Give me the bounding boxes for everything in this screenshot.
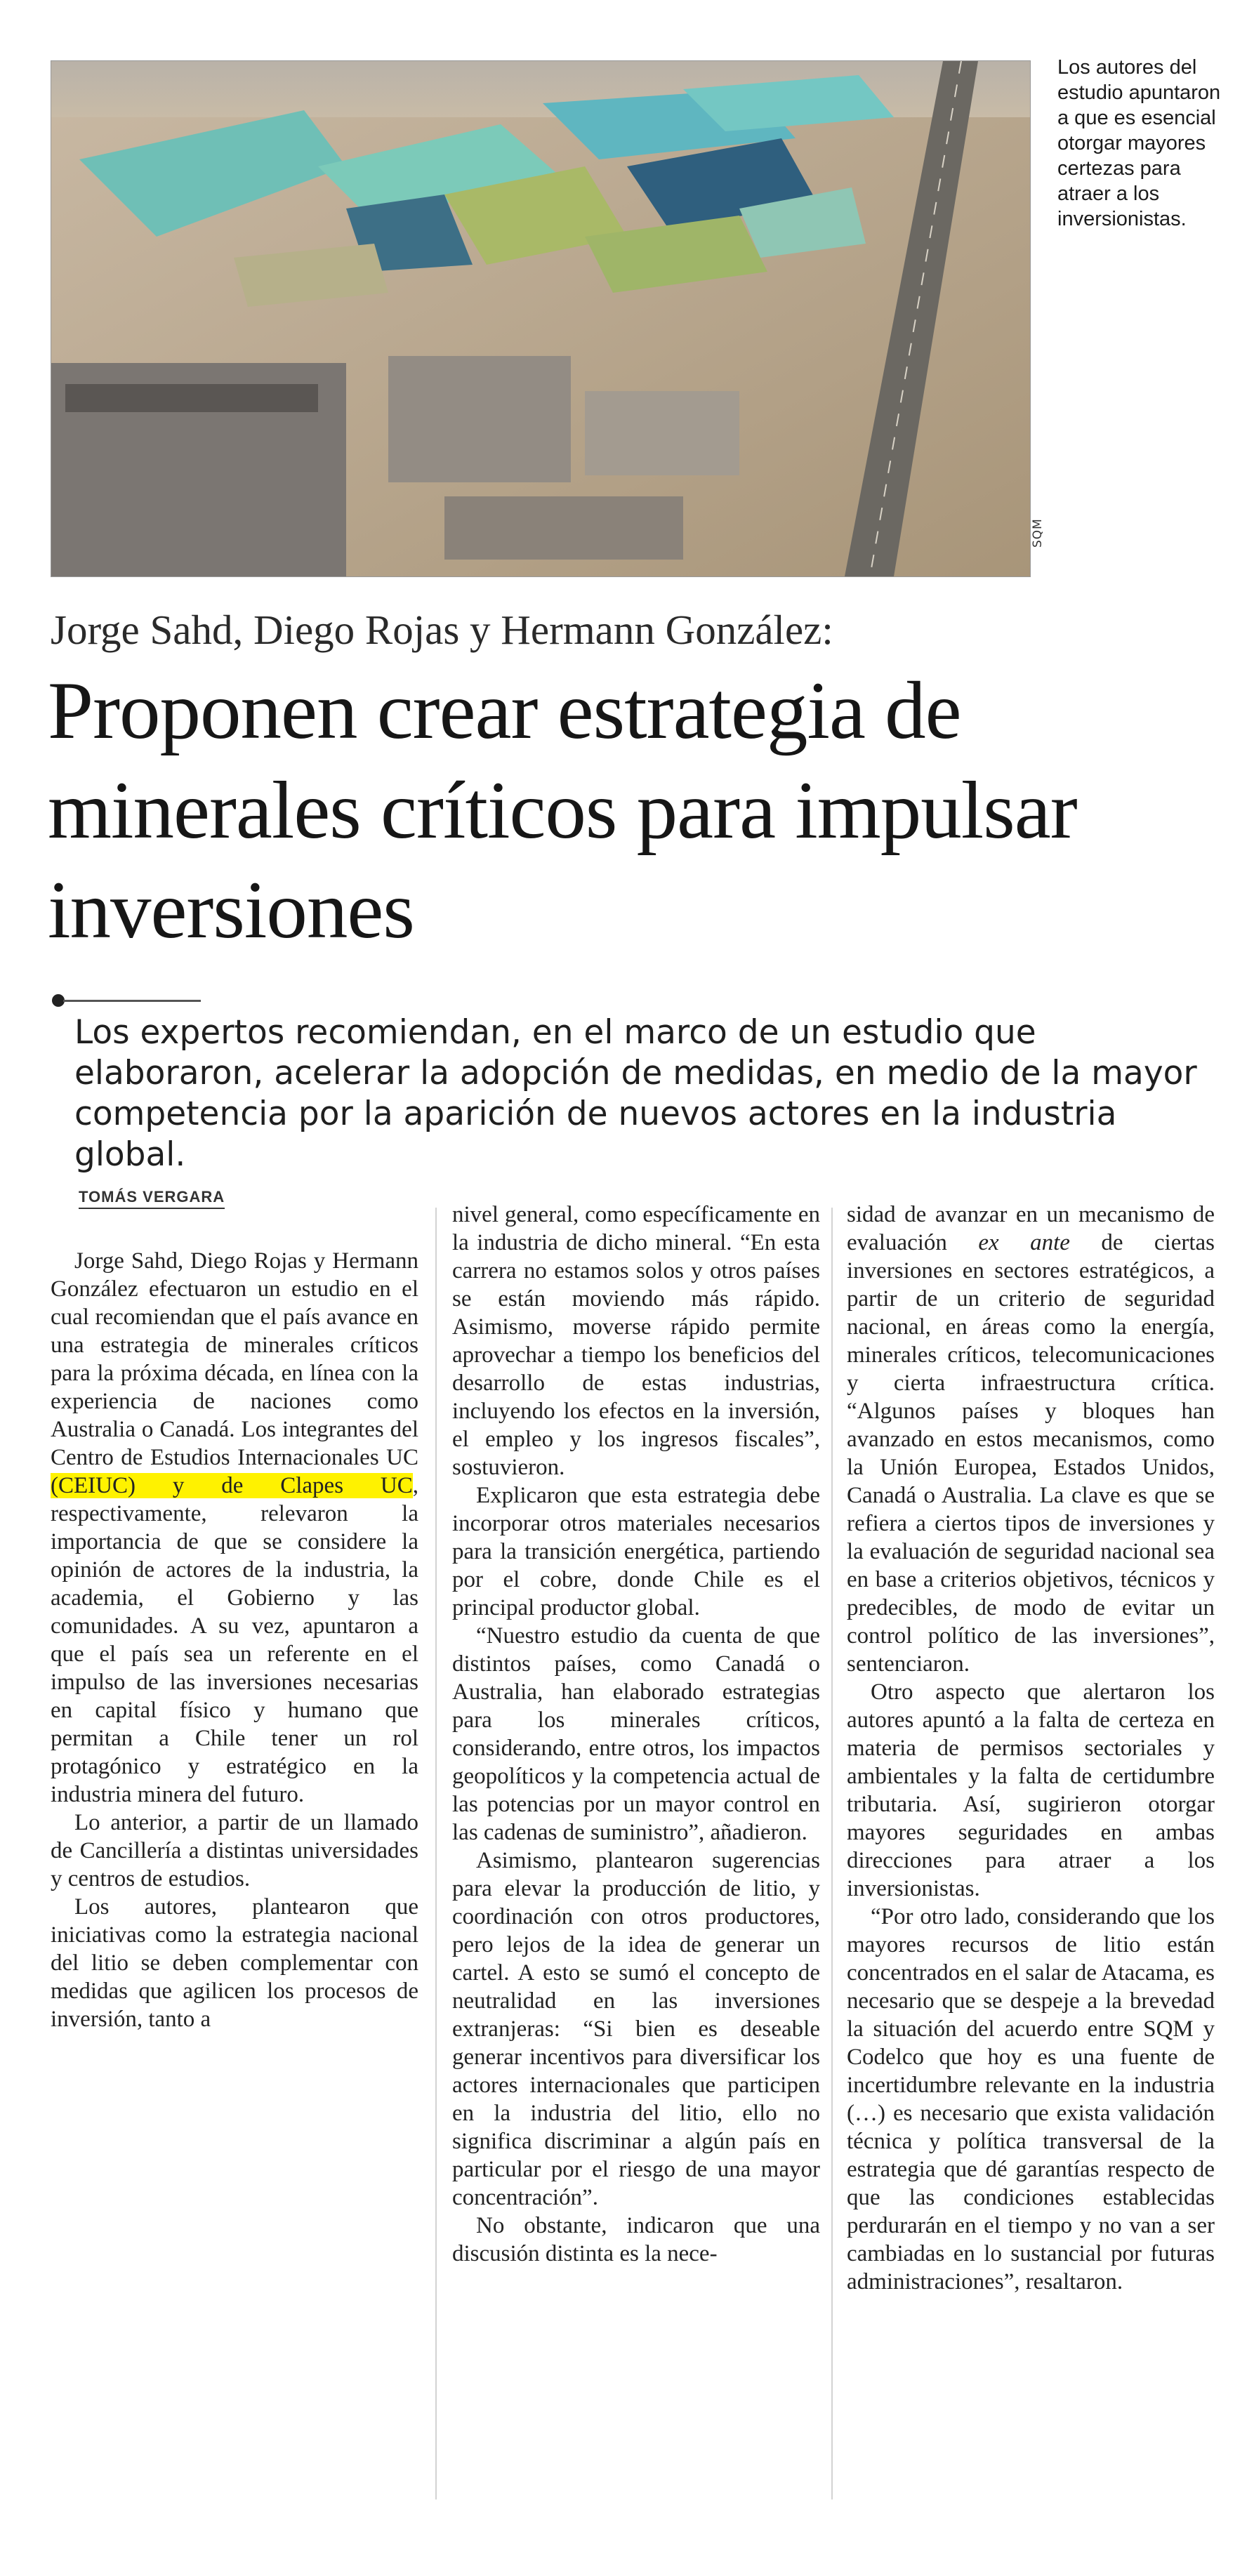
paragraph: Explicaron que esta estrategia debe incorporar otros materiales necesarios para la transición energética, partiendo por el cobre, donde Chile es el principal productor global. [452,1483,820,1620]
paragraph: Los autores, plantearon que iniciativas como la estrategia nacional del litio se deben complementar con medidas que agilicen los procesos de inversión, tanto a [51,1894,418,2032]
article-headline: Proponen crear estrategia de minerales críticos para impulsar inversiones [48,666,1077,956]
article-column-3 [847,1201,1215,2296]
paragraph: No obstante, indicaron que una discusión distinta es la nece- [452,2213,820,2266]
paragraph: “Nuestro estudio da cuenta de que distintos países, como Canadá o Australia, han elaborado estrategias para los minerales críticos, considerando, entre otros, los impactos geopolíticos y la competencia actual de las potencias por un mayor control en las cadenas de suministro”, añadieron. [452,1623,820,1845]
paragraph: Asimismo, plantearon sugerencias para elevar la producción de litio, y coordinación con otros productores, pero lejos de la idea de generar un cartel. A esto se sumó el concepto de neutralidad en las inversiones extranjeras: “Si bien es deseable generar incentivos para diversificar los actores internacionales que participen en la industria del litio, ello no significa discriminar a algún país en particular por el riesgo de una mayor concentración”. [452,1848,820,2210]
paragraph: Jorge Sahd, Diego Rojas y Hermann González efectuaron un estudio en el cual recomiendan que el país avance en una estrategia de minerales críticos para la próxima década, en línea con la experiencia de naciones como Australia o Canadá. Los integrantes del Centro de Estudios Internacionales UC (CEIUC) y de Clapes UC, respectivamente, relevaron la importancia de que se considere la opinión de actores de la industria, la academia, el Gobierno y las comunidades. A su vez, apuntaron a que el país sea un referente en el impulso de las inversiones necesarias en capital físico y humano que permitan a Chile tener un rol protagónico y estratégico en la industria minera del futuro. [51,1248,418,1807]
evaporation-ponds-photo [51,61,1030,576]
article-column-2 [452,1201,820,2268]
paragraph: Lo anterior, a partir de un llamado de Cancillería a distintas universidades y centros de estudios. [51,1810,418,1891]
column-divider [831,1208,833,2499]
paragraph: “Por otro lado, considerando que los mayores recursos de litio están concentrados en el salar de Atacama, es necesario que se despeje a la brevedad la situación del acuerdo entre SQM y Codelco que hoy es una fuente de incertidumbre relevante en la industria (…) es necesario que exista validación técnica y política transversal de la estrategia que dé garantías respecto de que las condiciones establecidas perdurarán en el tiempo y no van a ser cambiadas en lo sustancial por futuras administraciones”, resaltaron. [847,1904,1215,2294]
article-lead: Los expertos recomiendan, en el marco de un estudio que elaboraron, acelerar la adopción de medidas, en medio de la mayor competencia por la aparición de nuevos actores en la industria global. [74,1013,1197,1174]
lead-rule [63,1000,201,1002]
paragraph: nivel general, como específicamente en la industria de dicho mineral. “En esta carrera no estamos solos y otros países se están moviendo más rápido. Asimismo, moverse rápido permite aprovechar a tiempo los beneficios del desarrollo de estas industrias, incluyendo los efectos en la inversión, el empleo y los ingresos fiscales”, sostuvieron. [452,1202,820,1480]
column-divider [435,1208,437,2499]
photo-credit: SQM [1031,518,1045,548]
article-photo [51,60,1031,577]
paragraph: sidad de avanzar en un mecanismo de evaluación ex ante de ciertas inversiones en sectores estratégicos, a partir de un criterio de seguridad nacional, en áreas como la energía, minerales críticos, telecomunicaciones y cierta infraestructura crítica. “Algunos países y bloques han avanzado en estos mecanismos, como la Unión Europea, Estados Unidos, Canadá o Australia. La clave es que se refiera a ciertos tipos de inversiones y la evaluación de seguridad nacional sea en base a criterios objetivos, técnicos y predecibles, de modo de evitar un control político de las inversiones”, sentenciaron. [847,1202,1215,1677]
article-kicker: Jorge Sahd, Diego Rojas y Hermann González: [51,607,833,653]
article-byline: TOMÁS VERGARA [79,1188,225,1209]
paragraph: Otro aspecto que alertaron los autores apuntó a la falta de certeza en materia de permisos sectoriales y ambientales y la falta de certidumbre tributaria. Así, sugirieron otorgar mayores seguridades en ambas direcciones para atraer a los inversionistas. [847,1679,1215,1901]
photo-caption: Los autores del estudio apuntaron a que es esencial otorgar mayores certezas para atraer a los inversionistas. [1057,56,1221,230]
article-column-1 [51,1247,418,2033]
highlighted-text: (CEIUC) y de Clapes UC [51,1473,413,1498]
